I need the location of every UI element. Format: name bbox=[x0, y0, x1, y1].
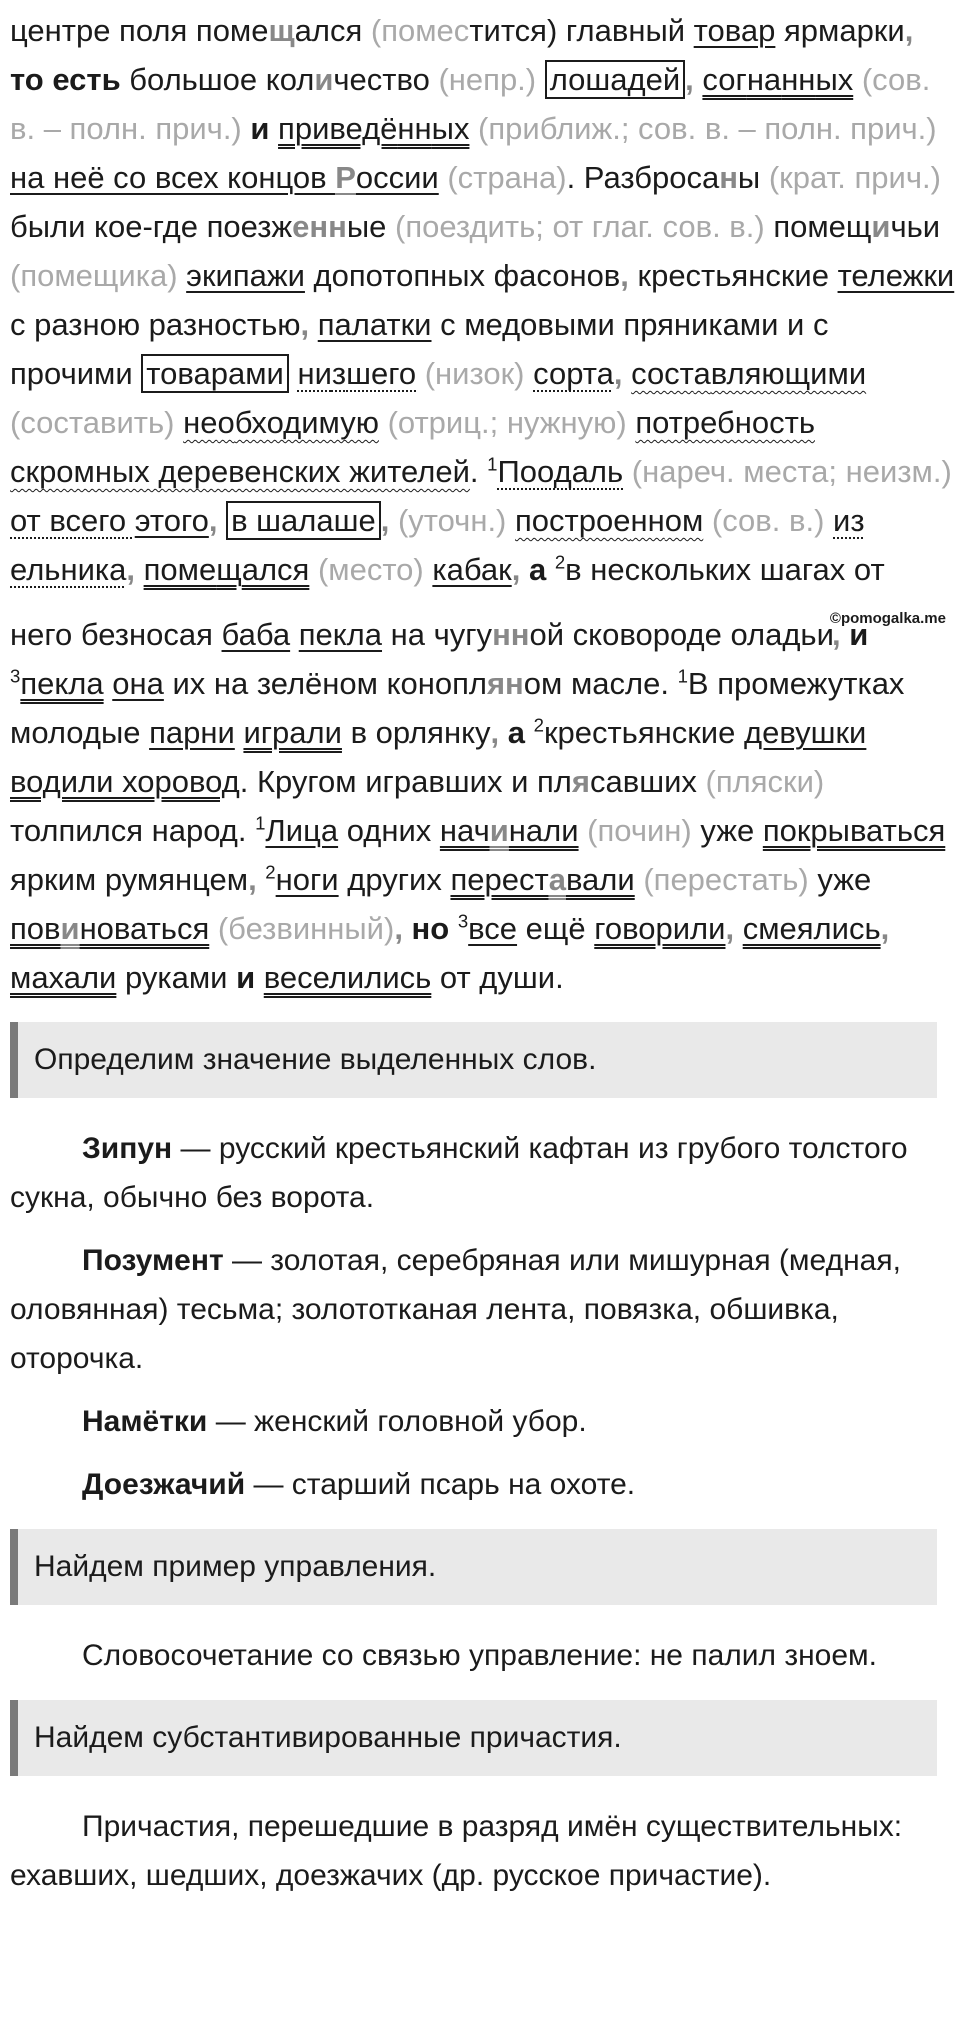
attribute-word: нн bbox=[630, 503, 665, 538]
text-run: ом масле. bbox=[523, 666, 678, 701]
attribute-word: потребность скромных деревенских жителей bbox=[10, 405, 815, 489]
definition-pozument bbox=[10, 1236, 940, 1383]
grammar-note: (составить) bbox=[10, 405, 184, 440]
text-run: В промежутках молодые bbox=[10, 666, 905, 750]
attribute-word: сост bbox=[631, 356, 694, 391]
text-run: . bbox=[469, 454, 488, 489]
attribute-word: построе bbox=[515, 503, 631, 538]
conjunction: а bbox=[507, 715, 525, 750]
grammar-note: (перестать) bbox=[634, 862, 818, 897]
predicate-word: приведё bbox=[278, 111, 398, 146]
punctuation-mark: , bbox=[904, 13, 914, 48]
subject-word: девушки bbox=[743, 715, 867, 750]
text-run: уже bbox=[700, 813, 763, 848]
subject-word: баба bbox=[221, 617, 291, 652]
definition-nametki bbox=[10, 1397, 940, 1446]
highlighted-letter: и bbox=[871, 209, 891, 244]
clause-number: 2 bbox=[554, 551, 566, 573]
text-run: ы bbox=[737, 160, 761, 195]
predicate-word: нали bbox=[508, 813, 579, 848]
punctuation-mark: , bbox=[880, 911, 890, 946]
highlighted-letter: нн bbox=[492, 617, 530, 652]
text-run: с разною разностью bbox=[10, 307, 301, 342]
grammar-note: (сов. в.) bbox=[703, 503, 834, 538]
predicate-word: махали bbox=[10, 960, 117, 995]
conjunction: а bbox=[528, 552, 555, 587]
conjunction: то есть bbox=[10, 62, 121, 97]
subject-word: пекла bbox=[298, 617, 383, 652]
subject-word: товар bbox=[693, 13, 776, 48]
predicate-word: нн bbox=[781, 62, 816, 97]
text-run: одних bbox=[338, 813, 440, 848]
subject-word: этого bbox=[134, 503, 209, 538]
attribute-word: о bbox=[217, 405, 235, 440]
punctuation-mark: , bbox=[685, 62, 703, 97]
text-run: ался bbox=[294, 13, 363, 48]
text-run: с медовыми пряниками и с прочими bbox=[10, 307, 829, 391]
predicate-word: вали bbox=[565, 862, 635, 897]
text-run: других bbox=[338, 862, 451, 897]
text-run: в орлянку bbox=[341, 715, 491, 750]
grammar-note: (поездить; от глаг. сов. в.) bbox=[386, 209, 774, 244]
grammar-note: (непр.) bbox=[429, 62, 545, 97]
punctuation-mark: , bbox=[126, 552, 144, 587]
definition-text: — русский крестьянский кафтан из грубого толстого сукна, обычно без ворота. bbox=[10, 1132, 908, 1214]
punctuation-mark: , bbox=[725, 911, 743, 946]
highlighted-letter: щ bbox=[268, 13, 295, 48]
highlighted-letter: и bbox=[60, 911, 80, 946]
grammar-note: (помес bbox=[362, 13, 470, 48]
text-run: толпился народ. bbox=[10, 813, 256, 848]
text-run: савших bbox=[590, 764, 697, 799]
boxed-word: товарами bbox=[141, 354, 289, 393]
clause-number: 1 bbox=[255, 812, 266, 834]
text-run: ые bbox=[346, 209, 387, 244]
text-run: Разброса bbox=[583, 160, 720, 195]
grammar-note: (отриц.; нужную) bbox=[378, 405, 636, 440]
predicate-word: веселились bbox=[263, 960, 432, 995]
syntax-analysis-text bbox=[10, 6, 955, 1002]
term-pozument: Позумент bbox=[82, 1244, 224, 1277]
grammar-note: (низок) bbox=[416, 356, 534, 391]
text-run: от души. bbox=[431, 960, 564, 995]
clause-number: 2 bbox=[533, 714, 544, 736]
definition-zipun bbox=[10, 1124, 940, 1222]
predicate-word: ых bbox=[815, 62, 854, 97]
subject-word: все bbox=[468, 911, 518, 946]
text-run: крестьянские bbox=[637, 258, 838, 293]
text-run: . bbox=[566, 160, 584, 195]
highlighted-letter: и bbox=[314, 62, 334, 97]
grammar-note: (сов. в. – полн. прич.) bbox=[10, 62, 931, 146]
text-run: их на зелёном конопл bbox=[163, 666, 487, 701]
clause-number: 3 bbox=[457, 910, 469, 932]
circumstance-word: Поодаль bbox=[497, 454, 624, 489]
subject-word: палатки bbox=[317, 307, 432, 342]
subject-word: Лица bbox=[265, 813, 339, 848]
grammar-note: (почин) bbox=[578, 813, 701, 848]
text-run bbox=[104, 666, 113, 701]
predicate-word: водили хоровод bbox=[10, 764, 240, 799]
grammar-note: (страна) bbox=[438, 160, 567, 195]
highlighted-letter: енн bbox=[292, 209, 347, 244]
conjunction: и bbox=[250, 111, 279, 146]
subject-word: парни bbox=[149, 715, 235, 750]
highlighted-letter: а bbox=[548, 862, 566, 897]
attribute-word: а bbox=[693, 356, 711, 391]
predicate-word: играли bbox=[243, 715, 342, 750]
highlighted-letter: я bbox=[486, 666, 506, 701]
subject-word: оссии bbox=[355, 160, 439, 195]
definition-doezzhachiy bbox=[10, 1460, 940, 1509]
text-run: чество bbox=[333, 62, 430, 97]
predicate-word: поме bbox=[143, 552, 217, 587]
punctuation-mark: , bbox=[248, 862, 266, 897]
text-run: ой сковороде оладьи bbox=[529, 617, 834, 652]
attribute-word: вляющими bbox=[710, 356, 867, 391]
predicate-word: говорили bbox=[594, 911, 726, 946]
government-example: Словосочетание со связью управление: не палил зноем. bbox=[82, 1639, 878, 1672]
term-doezzhachiy: Доезжачий bbox=[82, 1468, 246, 1501]
section-heading-meanings: Определим значение выделенных слов. bbox=[10, 1022, 937, 1098]
text-run: кол bbox=[265, 62, 315, 97]
conjunction: но bbox=[411, 911, 458, 946]
punctuation-mark: , bbox=[490, 715, 508, 750]
predicate-word: пов bbox=[10, 911, 61, 946]
punctuation-mark: , bbox=[620, 258, 638, 293]
highlighted-letter: и bbox=[489, 813, 509, 848]
text-run: ещё bbox=[517, 911, 595, 946]
definition-text: — старший псарь на охоте. bbox=[245, 1468, 636, 1501]
watermark: ©pomogalka.me bbox=[829, 610, 946, 627]
predicate-word: перест bbox=[450, 862, 549, 897]
highlighted-letter: н bbox=[719, 160, 738, 195]
text-run: центре поля bbox=[10, 13, 196, 48]
predicate-word: смеялись bbox=[742, 911, 881, 946]
attribute-word: не bbox=[183, 405, 218, 440]
predicate-word: на bbox=[746, 62, 782, 97]
clause-number: 3 bbox=[10, 665, 21, 687]
predicate-word: щ bbox=[216, 552, 242, 587]
grammar-note: (нареч. места; неизм.) bbox=[623, 454, 952, 489]
text-run: уже bbox=[817, 862, 872, 897]
subject-word: экипажи bbox=[186, 258, 305, 293]
punctuation-mark: , bbox=[613, 356, 632, 391]
grammar-note: (крат. прич.) bbox=[760, 160, 941, 195]
clause-number: 1 bbox=[487, 453, 498, 475]
circumstance-word: из ельника bbox=[10, 503, 865, 587]
text-run: большое bbox=[120, 62, 266, 97]
subject-word: она bbox=[112, 666, 164, 701]
text-run: чьи bbox=[890, 209, 941, 244]
section-heading-government: Найдем пример управления. bbox=[10, 1529, 937, 1605]
grammar-note: (помещика) bbox=[10, 258, 187, 293]
grammar-note: (приближ.; сов. в. – полн. прич.) bbox=[469, 111, 937, 146]
conjunction: и bbox=[236, 960, 264, 995]
clause-number: 1 bbox=[677, 665, 688, 687]
section-heading-participles: Найдем субстантивированные причастия. bbox=[10, 1700, 937, 1776]
predicate-word: нач bbox=[439, 813, 490, 848]
definition-text: — золотая, серебряная или мишурная (медная, оловянная) тесьма; золототканая лента, повязка, обшивка, оторочка. bbox=[10, 1244, 901, 1375]
grammar-note: (безвинный) bbox=[209, 911, 395, 946]
text-run: крестьянские bbox=[543, 715, 744, 750]
predicate-word: покрываться bbox=[762, 813, 946, 848]
highlighted-letter: Р bbox=[335, 160, 356, 195]
text-run: руками bbox=[116, 960, 237, 995]
punctuation-mark: , bbox=[394, 911, 412, 946]
circumstance-word: от всего bbox=[10, 503, 135, 538]
predicate-word: нн bbox=[397, 111, 432, 146]
grammar-note: (место) bbox=[309, 552, 433, 587]
circumstance-word: з bbox=[331, 356, 347, 391]
conjunction: и bbox=[849, 617, 869, 652]
subject-word: кабак bbox=[432, 552, 512, 587]
boxed-word: лошадей bbox=[545, 60, 685, 99]
definition-text: — женский головной убор. bbox=[207, 1405, 587, 1438]
predicate-word: ался bbox=[241, 552, 310, 587]
text-run bbox=[290, 617, 299, 652]
punctuation-mark: , bbox=[511, 552, 529, 587]
punctuation-mark: , bbox=[380, 503, 398, 538]
clause-number: 2 bbox=[265, 861, 276, 883]
text-run: ярким румянцем bbox=[10, 862, 249, 897]
text-run: в нескольких шагах от него безносая bbox=[10, 552, 885, 652]
punctuation-mark: , bbox=[208, 503, 227, 538]
circumstance-word: ни bbox=[297, 356, 332, 391]
text-run: допотопных фасонов bbox=[304, 258, 621, 293]
text-run: помещ bbox=[773, 209, 872, 244]
text-run: поме bbox=[195, 13, 269, 48]
grammar-note: (пляски) bbox=[696, 764, 825, 799]
term-zipun: Зипун bbox=[82, 1132, 173, 1165]
text-run: ярмарки bbox=[775, 13, 905, 48]
highlighted-letter: я bbox=[571, 764, 590, 799]
predicate-word: пекла bbox=[20, 666, 104, 701]
text-run: главный bbox=[565, 13, 694, 48]
text-run: тится) bbox=[469, 13, 566, 48]
circumstance-word: шего bbox=[346, 356, 417, 391]
predicate-word: новаться bbox=[79, 911, 210, 946]
term-nametki: Намётки bbox=[82, 1405, 208, 1438]
subject-word: ноги bbox=[275, 862, 339, 897]
predicate-word: сог bbox=[702, 62, 747, 97]
highlighted-letter: н bbox=[505, 666, 524, 701]
text-run: были кое-где поезж bbox=[10, 209, 293, 244]
text-run: на чугу bbox=[382, 617, 493, 652]
participles-text: Причастия, перешедшие в разряд имён существительных: ехавших, шедших, доезжачих (др. русское причастие). bbox=[10, 1810, 903, 1892]
grammar-note: (уточн.) bbox=[397, 503, 515, 538]
attribute-word: ом bbox=[664, 503, 704, 538]
punctuation-mark: , bbox=[300, 307, 318, 342]
text-run: . Кругом игравших и пл bbox=[239, 764, 572, 799]
subject-word: тележки bbox=[837, 258, 955, 293]
subject-word: на неё со всех концов bbox=[10, 160, 336, 195]
attribute-word: бходимую bbox=[234, 405, 379, 440]
boxed-word: в шалаше bbox=[226, 501, 381, 540]
predicate-word: ых bbox=[431, 111, 470, 146]
punctuation-mark: , bbox=[831, 617, 850, 652]
text-run bbox=[525, 715, 534, 750]
circumstance-word: сорта bbox=[533, 356, 614, 391]
